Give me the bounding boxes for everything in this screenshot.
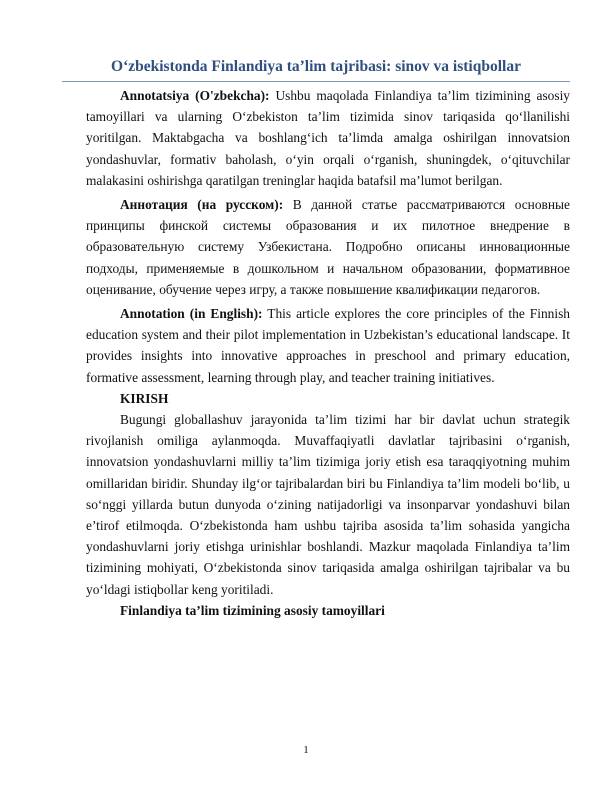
intro-paragraph: Bugungi globallashuv jarayonida ta’lim tizimi har bir davlat uchun strategik rivojlanish omiliga aylanmoqda. Muvaffaqiyatli davlatlar tajribasini o‘rganish, innovatsion yondashuvlarni milliy ta’lim tizimiga joriy etish esa taraqqiyotning muhim omillaridan biridir. Shunday ilg‘or tajribalardan biri bu Finlandiya ta’lim modeli bo‘lib, u so‘nggi yillarda butun dunyoda o‘zining natijadorligi va insonparvar yondashuvi bilan e’tirof etilmoqda. O‘zbekistonda ham ushbu tajriba asosida ta’lim sohasida yangicha yondashuvlarni joriy etishga urinishlar boshlandi. Mazkur maqolada Finlandiya ta’lim tizimining mohiyati, O‘zbekistonda sinov tariqasida amalga oshirilgan tajribalar va bu yo‘ldagi istiqbollar keng yoritiladi. — [86, 412, 570, 597]
abstract-english-text: This article explores the core principles of the Finnish education system and their pilot implementation in Uzbekistan’s educational landscape. It provides insights into innovative approaches in preschool and primary education, formative assessment, learning through play, and teacher training initiatives. — [86, 306, 570, 385]
abstract-uzbek-label: Annotatsiya (O'zbekcha): — [120, 88, 270, 103]
abstract-uzbek — [86, 85, 570, 191]
paper-title: O‘zbekistonda Finlandiya ta’lim tajribasi: sinov va istiqbollar — [62, 58, 570, 82]
page-number: 1 — [303, 744, 309, 756]
abstract-english — [86, 303, 570, 388]
section-heading: Finlandiya ta’lim tizimining asosiy tamoyillari — [120, 602, 385, 618]
abstract-russian — [86, 194, 570, 300]
abstract-russian-label: Аннотация (на русском): — [120, 197, 284, 213]
intro-heading: KIRISH — [120, 390, 169, 406]
abstract-english-label: Annotation (in English): — [120, 306, 263, 322]
abstract-uzbek-text: Ushbu maqolada Finlandiya ta’lim tizimining asosiy tamoyillari va ularning O‘zbekiston ta’lim tizimida sinov tariqasida qo‘llanilishi yoritilgan. Maktabgacha va boshlang‘ich ta’limda amalga oshirilgan innovatsion yondashuvlar, formativ baholash, o‘yin orqali o‘rganish, shuningdek, o‘qituvchilar malakasini oshirishga qaratilgan treninglar haqida batafsil ma’lumot berilgan. — [86, 88, 570, 188]
abstract-russian-text: В данной статье рассматриваются основные принципы финской системы образования и их пилотное внедрение в образовательную систему Узбекистана. Подробно описаны инновационные подходы, применяемые в дошкольном и начальном образовании, формативное оценивание, обучение через игру, а также повышение квалификации педагогов. — [86, 197, 570, 297]
